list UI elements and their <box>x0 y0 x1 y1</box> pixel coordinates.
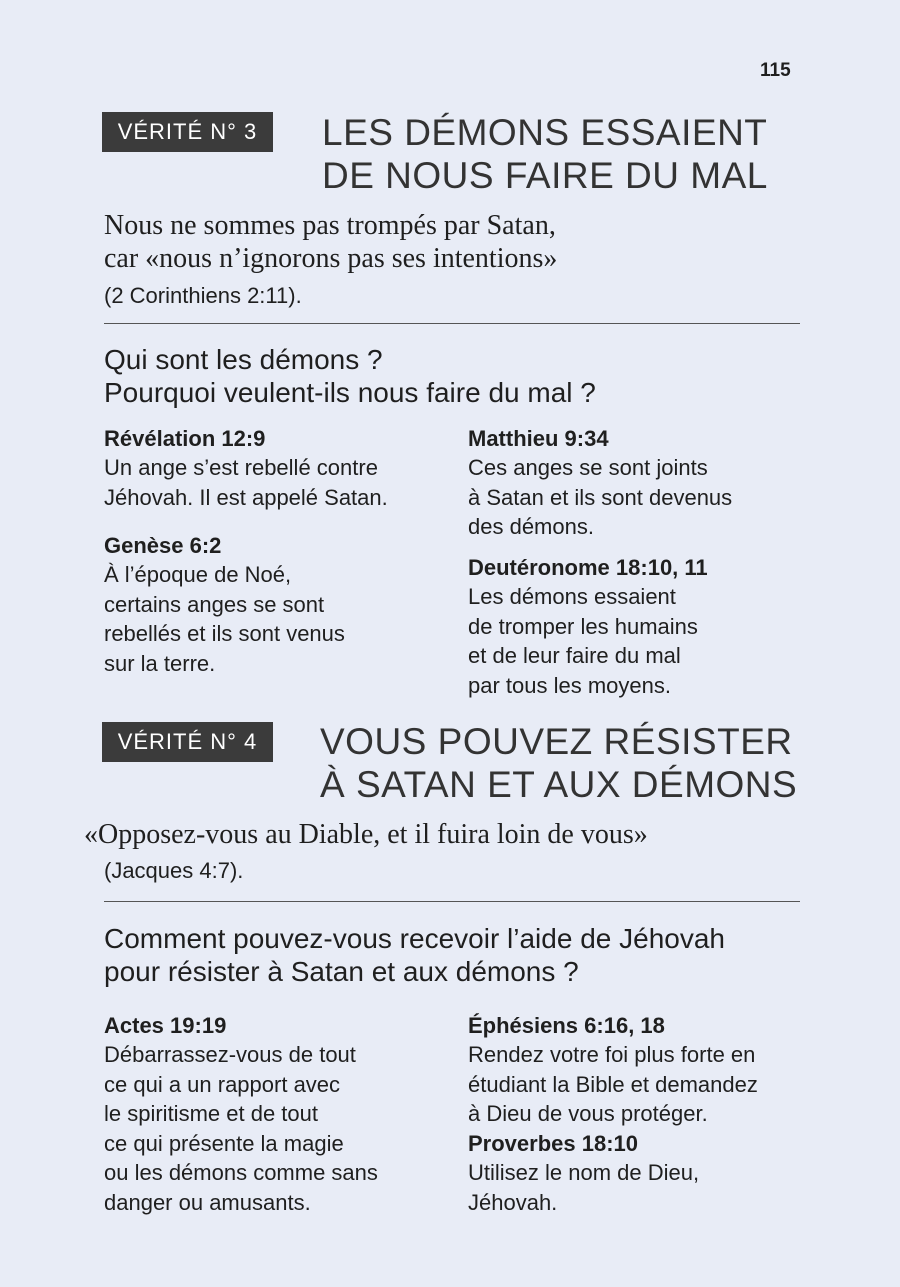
title-line: À SATAN ET AUX DÉMONS <box>320 764 798 805</box>
scripture-summary: Débarrassez-vous de tout ce qui a un rapport avec le spiritisme et de tout ce qui présente la magie ou les démons comme sans danger ou amusants. <box>104 1042 378 1215</box>
scripture-summary: Utilisez le nom de Dieu, Jéhovah. <box>468 1160 700 1215</box>
truth-3-question <box>104 343 596 409</box>
question-line: pour résister à Satan et aux démons ? <box>104 956 579 987</box>
scripture-reference: Matthieu 9:34 <box>468 426 609 451</box>
scripture-summary: Rendez votre foi plus forte en étudiant la Bible et demandez à Dieu de vous protéger. <box>468 1042 758 1126</box>
question-line: Pourquoi veulent-ils nous faire du mal ? <box>104 377 596 408</box>
scripture-card <box>104 424 444 512</box>
truth-4-title <box>320 720 797 806</box>
truth-4-question <box>104 922 725 988</box>
divider <box>104 323 800 324</box>
scripture-card <box>468 553 808 700</box>
truth-3-badge: VÉRITÉ N° 3 <box>102 112 273 152</box>
truth-4-quote: «Opposez-vous au Diable, et il fuira loin de vous» <box>84 819 648 850</box>
scripture-summary: Un ange s’est rebellé contre Jéhovah. Il est appelé Satan. <box>104 455 388 510</box>
question-line: Comment pouvez-vous recevoir l’aide de Jéhovah <box>104 923 725 954</box>
truth-3-title <box>322 111 768 197</box>
title-line: DE NOUS FAIRE DU MAL <box>322 155 768 196</box>
title-line: VOUS POUVEZ RÉSISTER <box>320 721 793 762</box>
truth-4-reference: (Jacques 4:7). <box>104 858 244 883</box>
scripture-card <box>468 424 808 542</box>
truth-3-quote <box>104 209 557 275</box>
truth-3-reference: (2 Corinthiens 2:11). <box>104 283 302 308</box>
scripture-card <box>104 531 444 678</box>
scripture-summary: À l’époque de Noé, certains anges se sont rebellés et ils sont venus sur la terre. <box>104 562 345 676</box>
page-number: 115 <box>760 60 791 81</box>
scripture-reference: Éphésiens 6:16, 18 <box>468 1013 665 1038</box>
divider <box>104 901 800 902</box>
title-line: LES DÉMONS ESSAIENT <box>322 112 768 153</box>
scripture-reference: Genèse 6:2 <box>104 533 222 558</box>
scripture-summary: Les démons essaient de tromper les humains et de leur faire du mal par tous les moyens. <box>468 584 698 698</box>
scripture-summary: Ces anges se sont joints à Satan et ils sont devenus des démons. <box>468 455 733 539</box>
scripture-card <box>104 1011 444 1217</box>
scripture-reference: Deutéronome 18:10, 11 <box>468 555 708 580</box>
question-line: Qui sont les démons ? <box>104 344 383 375</box>
scripture-reference: Actes 19:19 <box>104 1013 227 1038</box>
scripture-card <box>468 1129 808 1217</box>
truth-4-badge: VÉRITÉ N° 4 <box>102 722 273 762</box>
quote-line: car «nous n’ignorons pas ses intentions» <box>104 243 558 274</box>
quote-line: Nous ne sommes pas trompés par Satan, <box>104 210 556 241</box>
scripture-card <box>468 1011 808 1129</box>
scripture-reference: Révélation 12:9 <box>104 426 266 451</box>
scripture-reference: Proverbes 18:10 <box>468 1131 638 1156</box>
